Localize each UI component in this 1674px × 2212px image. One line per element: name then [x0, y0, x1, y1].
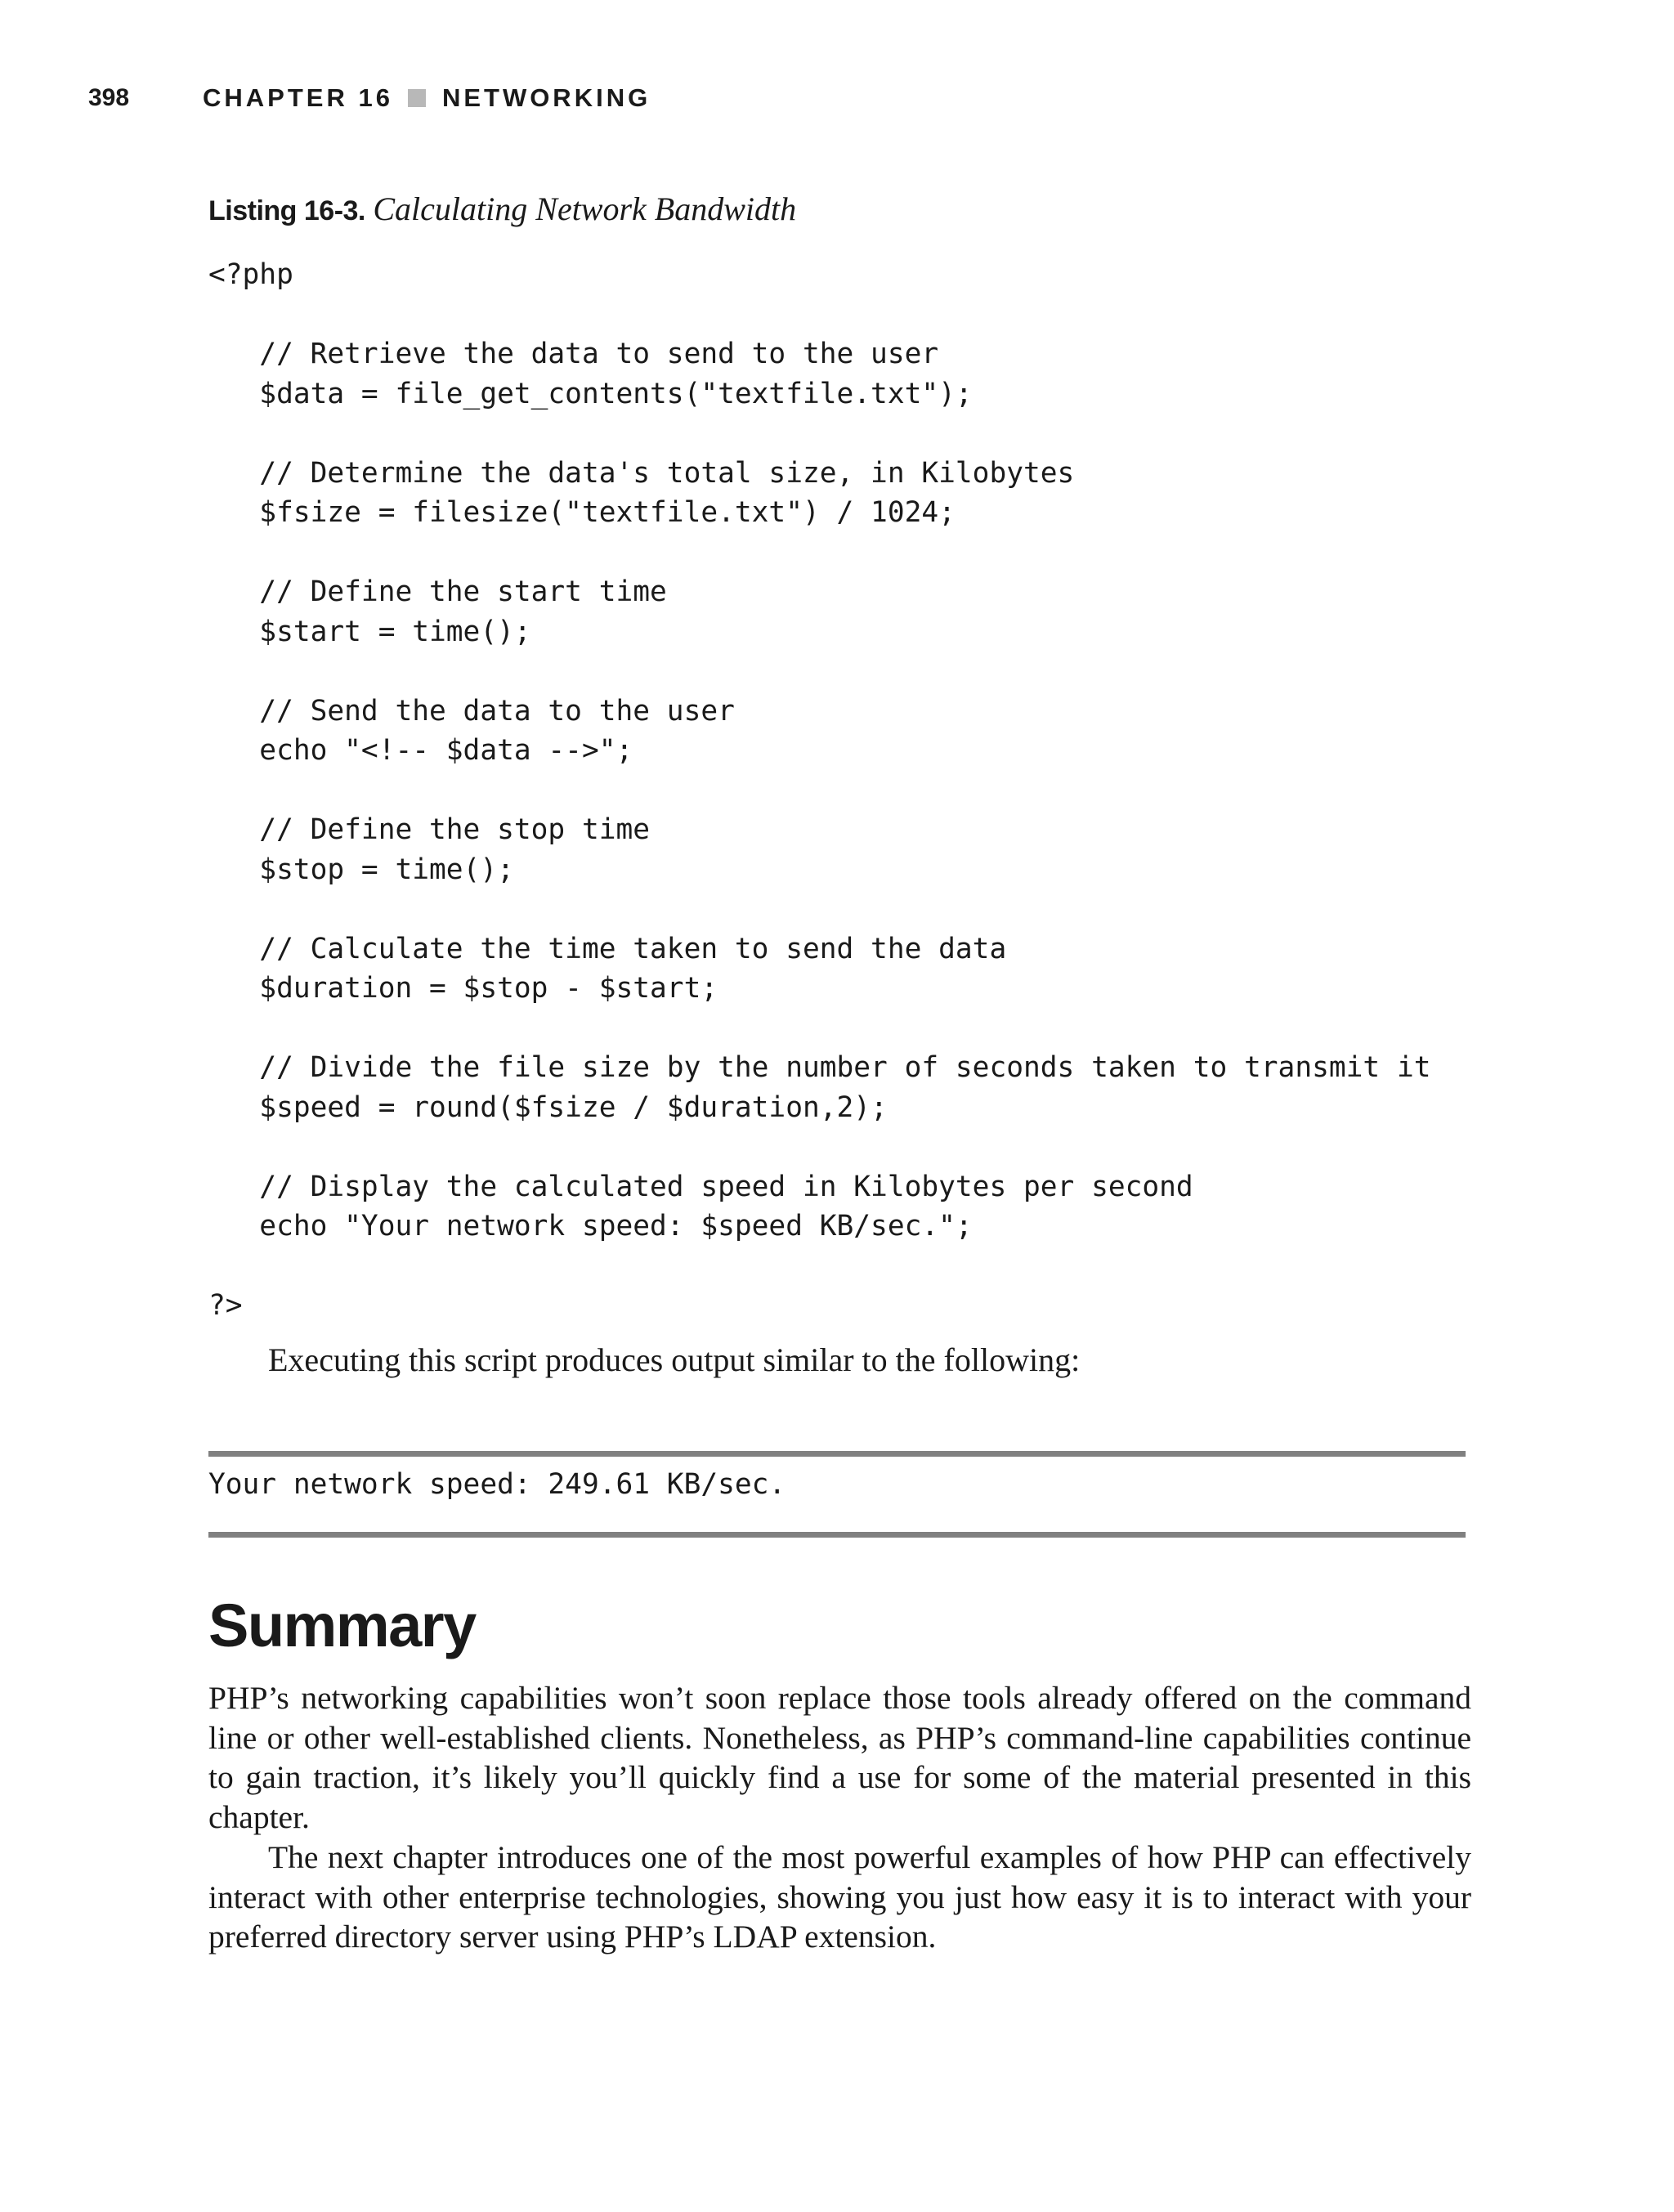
code-line: echo "Your network speed: $speed KB/sec.";	[208, 1210, 973, 1243]
page-number: 398	[88, 84, 130, 111]
code-listing	[208, 255, 1431, 1326]
section-heading: Summary	[208, 1592, 476, 1659]
code-line: // Display the calculated speed in Kilobytes per second	[208, 1170, 1193, 1203]
code-line: $data = file_get_contents("textfile.txt");	[208, 377, 973, 410]
code-line: $duration = $stop - $start;	[208, 972, 718, 1005]
code-line: $stop = time();	[208, 853, 514, 886]
code-line	[208, 295, 1431, 335]
chapter-title: NETWORKING	[441, 83, 651, 112]
code-line	[208, 1009, 1431, 1049]
listing-label: Listing 16-3.	[208, 195, 365, 226]
output-bottom-rule	[208, 1532, 1466, 1538]
code-line: // Define the stop time	[208, 813, 651, 846]
code-line	[208, 414, 1431, 454]
summary-paragraph: The next chapter introduces one of the most powerful examples of how PHP can effectively interact with other enterprise technologies, showing you just how easy it is to interact with your preferred directory server using PHP’s LDAP extension.	[208, 1839, 1471, 1955]
code-line: ?>	[208, 1289, 243, 1322]
listing-caption	[208, 190, 796, 228]
chapter-number: CHAPTER 16	[203, 83, 393, 112]
output-intro-text: Executing this script produces output similar to the following:	[268, 1341, 1081, 1378]
code-line: // Calculate the time taken to send the data	[208, 932, 1007, 965]
running-header	[88, 80, 651, 116]
code-line: $fsize = filesize("textfile.txt") / 1024;	[208, 496, 956, 529]
output-top-rule	[208, 1451, 1466, 1457]
chapter-label	[203, 83, 651, 113]
code-line	[208, 1247, 1431, 1287]
code-line: echo "<!-- $data -->";	[208, 734, 633, 767]
code-line: // Send the data to the user	[208, 694, 735, 728]
output-text: Your network speed: 249.61 KB/sec.	[208, 1468, 786, 1501]
code-line	[208, 652, 1431, 692]
code-line	[208, 533, 1431, 573]
code-line: // Retrieve the data to send to the user	[208, 338, 939, 370]
code-line	[208, 1127, 1431, 1167]
square-separator-icon	[408, 89, 426, 107]
code-line: <?php	[208, 258, 293, 291]
code-line	[208, 771, 1431, 811]
code-line: $speed = round($fsize / $duration,2);	[208, 1090, 888, 1124]
code-line: // Divide the file size by the number of seconds taken to transmit it	[208, 1051, 1431, 1084]
code-line: // Define the start time	[208, 575, 667, 608]
listing-title: Calculating Network Bandwidth	[373, 190, 797, 227]
code-line	[208, 889, 1431, 929]
summary-paragraph: PHP’s networking capabilities won’t soon replace those tools already offered on the command line or other well-established clients. Nonetheless, as PHP’s command-line capabilities continue to gain traction, it’s likely you’ll quickly find a use for some of the material presented in this chapter.	[208, 1680, 1471, 1836]
code-line: $start = time();	[208, 615, 531, 648]
code-line: // Determine the data's total size, in Kilobytes	[208, 456, 1075, 490]
